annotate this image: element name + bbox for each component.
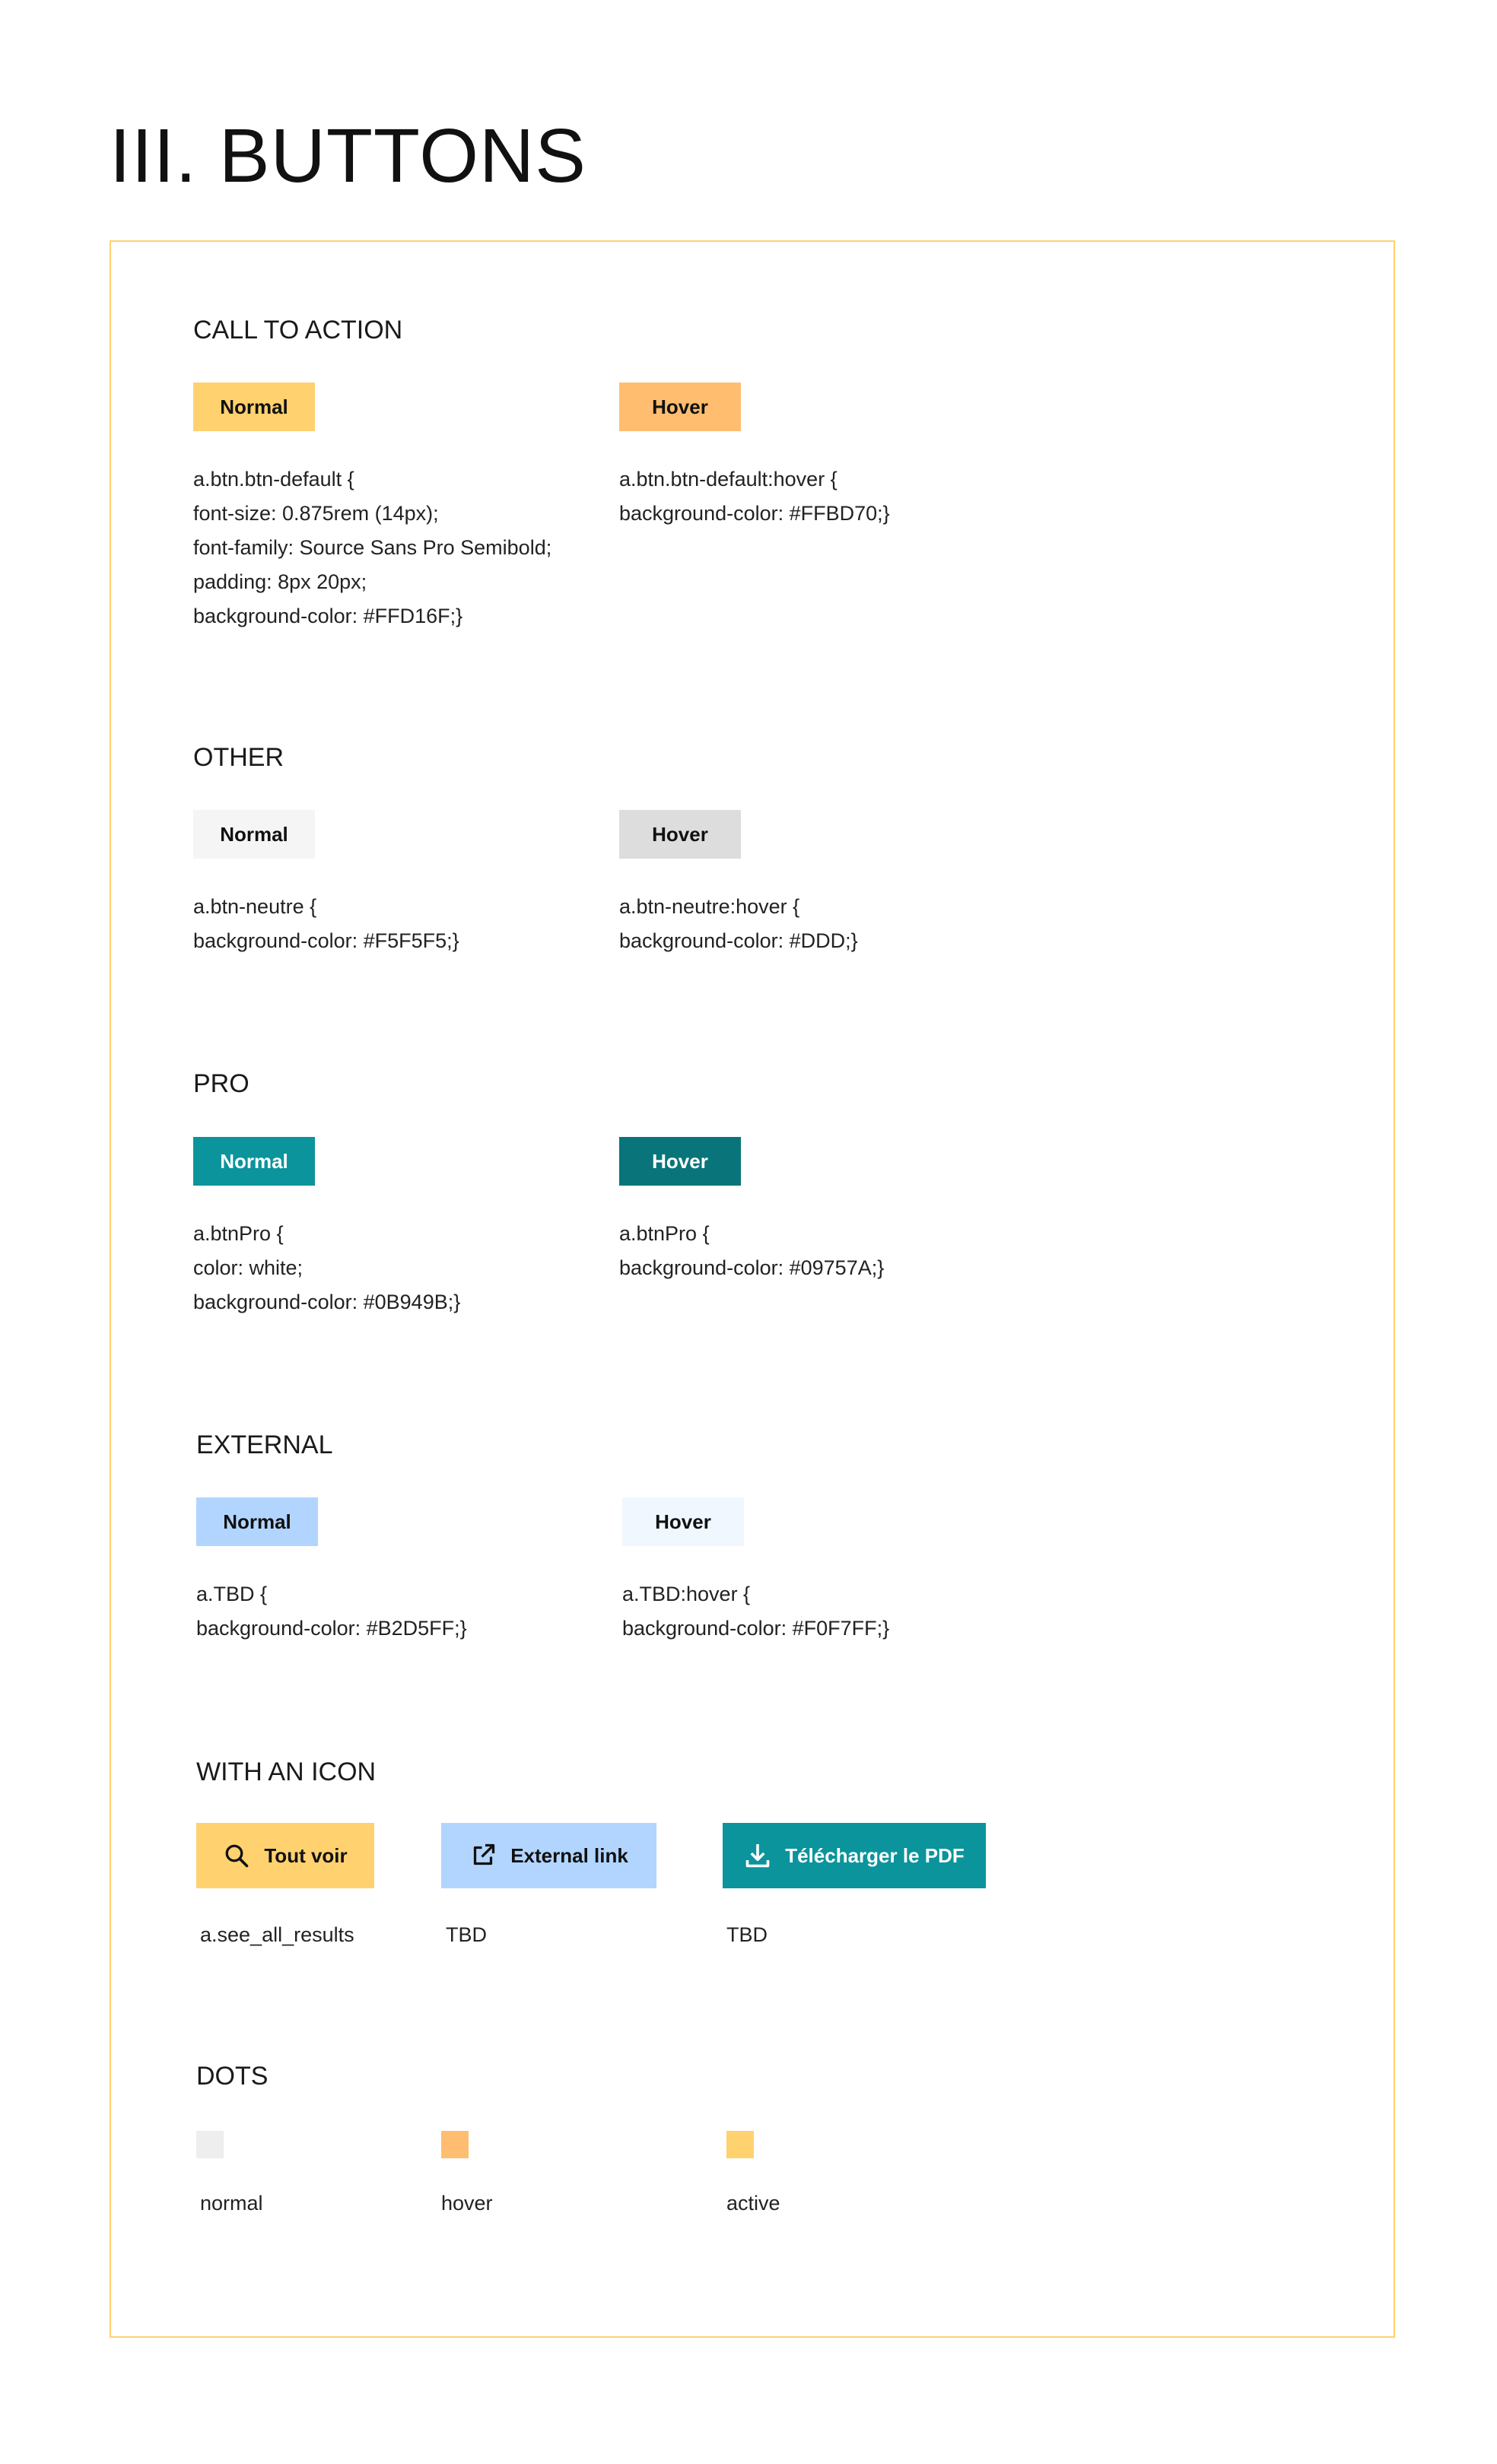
- code-line: color: white;: [193, 1256, 304, 1279]
- section-title-with-icon: WITH AN ICON: [196, 1758, 377, 1786]
- code-line: a.TBD:hover {: [622, 1583, 751, 1605]
- code-line: a.btn-neutre:hover {: [619, 895, 800, 918]
- cta-hover-code: [619, 462, 890, 531]
- dot-hover-label: hover: [441, 2192, 493, 2215]
- neutral-hover-button[interactable]: Hover: [619, 810, 741, 859]
- code-line: padding: 8px 20px;: [193, 570, 367, 593]
- code-line: a.btn-neutre {: [193, 895, 317, 918]
- download-pdf-caption: TBD: [726, 1923, 768, 1946]
- pro-hover-button[interactable]: Hover: [619, 1137, 741, 1186]
- code-line: background-color: #0B949B;}: [193, 1291, 461, 1313]
- neutral-normal-code: [193, 890, 459, 958]
- code-line: background-color: #FFBD70;}: [619, 502, 890, 525]
- dot-active[interactable]: [726, 2131, 754, 2158]
- cta-normal-button[interactable]: Normal: [193, 383, 315, 431]
- code-line: font-family: Source Sans Pro Semibold;: [193, 536, 552, 559]
- section-title-pro: PRO: [193, 1069, 249, 1098]
- download-pdf-button[interactable]: [723, 1823, 986, 1888]
- external-hover-button[interactable]: Hover: [622, 1497, 744, 1546]
- external-normal-button[interactable]: Normal: [196, 1497, 318, 1546]
- pro-hover-code: [619, 1217, 884, 1285]
- neutral-normal-button[interactable]: Normal: [193, 810, 315, 859]
- code-line: background-color: #FFD16F;}: [193, 605, 463, 627]
- see-all-caption: a.see_all_results: [200, 1923, 354, 1946]
- download-pdf-label: Télécharger le PDF: [785, 1844, 965, 1867]
- dot-active-label: active: [726, 2192, 780, 2215]
- code-line: a.btnPro {: [193, 1222, 284, 1245]
- dot-hover[interactable]: [441, 2131, 469, 2158]
- section-title-dots: DOTS: [196, 2062, 269, 2091]
- download-icon: [744, 1842, 771, 1869]
- external-link-icon: [469, 1842, 497, 1869]
- page-title: III. BUTTONS: [110, 113, 586, 198]
- section-title-external: EXTERNAL: [196, 1430, 333, 1459]
- pro-normal-code: [193, 1217, 460, 1319]
- code-line: a.btn.btn-default {: [193, 468, 354, 491]
- external-hover-code: [622, 1577, 889, 1646]
- dot-normal[interactable]: [196, 2131, 224, 2158]
- external-link-caption: TBD: [446, 1923, 487, 1946]
- section-title-cta: CALL TO ACTION: [193, 316, 403, 345]
- code-line: background-color: #DDD;}: [619, 929, 858, 952]
- code-line: background-color: #09757A;}: [619, 1256, 885, 1279]
- cta-hover-button[interactable]: Hover: [619, 383, 741, 431]
- code-line: font-size: 0.875rem (14px);: [193, 502, 439, 525]
- external-normal-code: [196, 1577, 467, 1646]
- code-line: a.btnPro {: [619, 1222, 710, 1245]
- see-all-button[interactable]: [196, 1823, 374, 1888]
- pro-normal-button[interactable]: Normal: [193, 1137, 315, 1186]
- search-icon: [223, 1842, 250, 1869]
- dot-normal-label: normal: [200, 2192, 263, 2215]
- code-line: background-color: #F0F7FF;}: [622, 1617, 890, 1640]
- code-line: a.btn.btn-default:hover {: [619, 468, 837, 491]
- see-all-label: Tout voir: [264, 1844, 348, 1867]
- code-line: a.TBD {: [196, 1583, 268, 1605]
- section-title-other: OTHER: [193, 743, 284, 772]
- external-link-button[interactable]: [441, 1823, 656, 1888]
- code-line: background-color: #B2D5FF;}: [196, 1617, 467, 1640]
- cta-normal-code: [193, 462, 551, 633]
- neutral-hover-code: [619, 890, 858, 958]
- code-line: background-color: #F5F5F5;}: [193, 929, 459, 952]
- external-link-label: External link: [510, 1844, 628, 1867]
